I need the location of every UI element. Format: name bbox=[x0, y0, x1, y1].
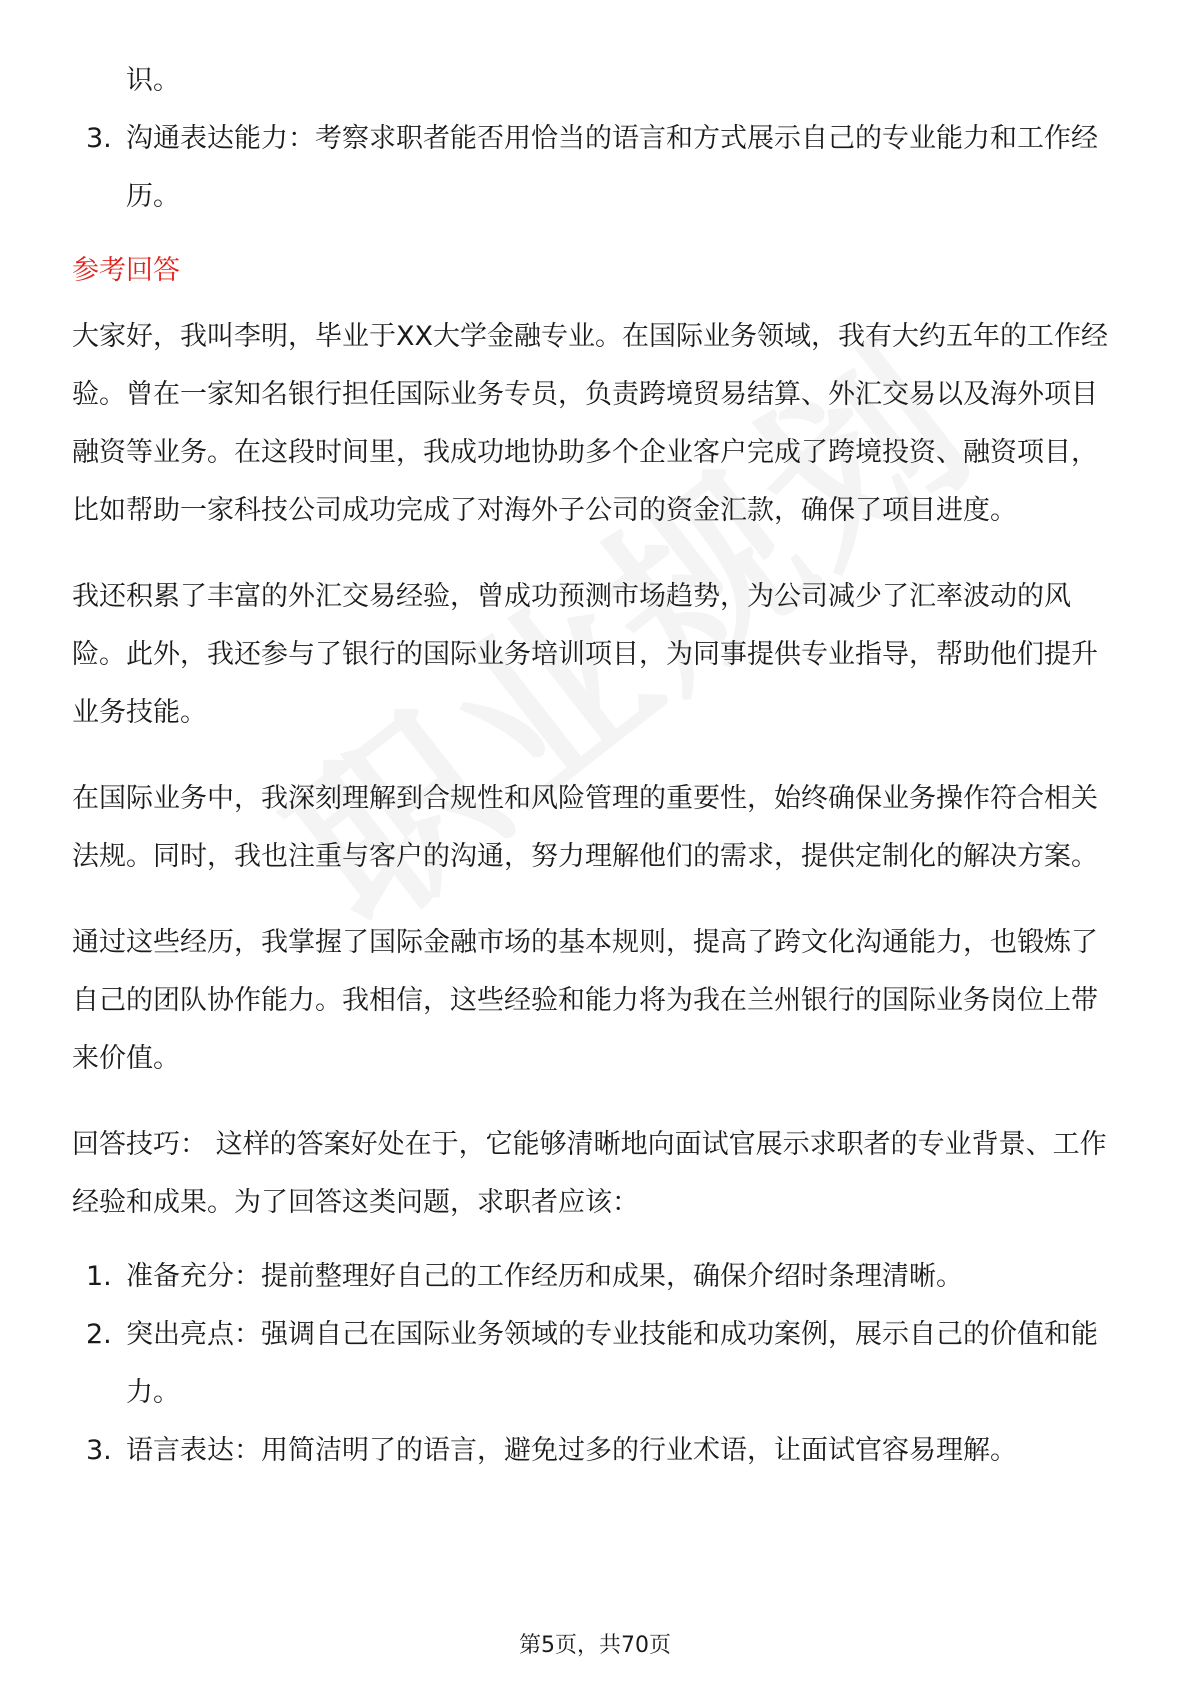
document-content bbox=[72, 52, 1122, 1480]
list-item-continuation bbox=[72, 52, 1122, 110]
list-item-number: 3. bbox=[86, 1435, 112, 1466]
list-item-number: 2. bbox=[86, 1319, 112, 1350]
answer-paragraph-4: 通过这些经历，我掌握了国际金融市场的基本规则，提高了跨文化沟通能力，也锻炼了自己的团队协作能力。我相信，这些经验和能力将为我在兰州银行的国际业务岗位上带来价值。 bbox=[72, 927, 1098, 1074]
answer-paragraph-3: 在国际业务中，我深刻理解到合规性和风险管理的重要性，始终确保业务操作符合相关法规。同时，我也注重与客户的沟通，努力理解他们的需求，提供定制化的解决方案。 bbox=[72, 783, 1098, 872]
list-item-number: 1. bbox=[86, 1261, 112, 1292]
section-heading: 参考回答 bbox=[72, 255, 180, 286]
answer-paragraph-2: 我还积累了丰富的外汇交易经验，曾成功预测市场趋势，为公司减少了汇率波动的风险。此外，我还参与了银行的国际业务培训项目，为同事提供专业指导，帮助他们提升业务技能。 bbox=[72, 581, 1098, 728]
list-item bbox=[72, 1306, 1122, 1422]
list-item bbox=[72, 1422, 1122, 1480]
page-footer: 第5页，共70页 bbox=[519, 1633, 671, 1658]
list-item bbox=[72, 110, 1122, 226]
tips-paragraph: 回答技巧： 这样的答案好处在于，它能够清晰地向面试官展示求职者的专业背景、工作经验和成果。为了回答这类问题，求职者应该： bbox=[72, 1129, 1107, 1218]
list-item-text: 识。 bbox=[126, 65, 180, 96]
list-item bbox=[72, 1248, 1122, 1306]
list-item-text: 准备充分：提前整理好自己的工作经历和成果，确保介绍时条理清晰。 bbox=[126, 1261, 963, 1292]
tips-list bbox=[72, 1248, 1122, 1480]
intro-list bbox=[72, 110, 1122, 226]
list-item-number: 3. bbox=[86, 123, 112, 154]
list-item-text: 沟通表达能力：考察求职者能否用恰当的语言和方式展示自己的专业能力和工作经历。 bbox=[126, 123, 1098, 212]
list-item-text: 语言表达：用简洁明了的语言，避免过多的行业术语，让面试官容易理解。 bbox=[126, 1435, 1017, 1466]
answer-paragraph-1: 大家好，我叫李明，毕业于XX大学金融专业。在国际业务领域，我有大约五年的工作经验。曾在一家知名银行担任国际业务专员，负责跨境贸易结算、外汇交易以及海外项目融资等业务。在这段时间里，我成功地协助多个企业客户完成了跨境投资、融资项目，比如帮助一家科技公司成功完成了对海外子公司的资金汇款，确保了项目进度。 bbox=[72, 321, 1108, 526]
list-item-text: 突出亮点：强调自己在国际业务领域的专业技能和成功案例，展示自己的价值和能力。 bbox=[126, 1319, 1098, 1408]
